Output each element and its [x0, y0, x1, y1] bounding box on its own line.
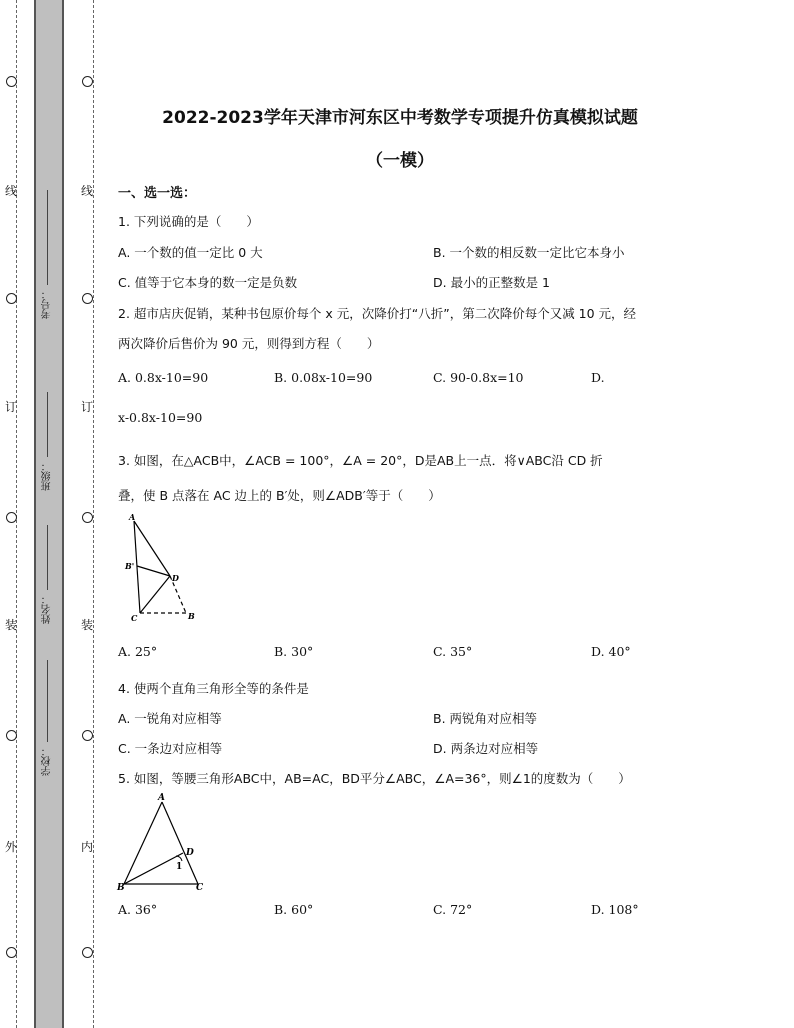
- fig-label-c: C: [131, 613, 138, 623]
- fig-label-d: D: [172, 573, 179, 583]
- binding-hole: [82, 947, 93, 958]
- q3-option-b[interactable]: B. 30°: [274, 644, 314, 659]
- q4-option-a[interactable]: A. 一锐角对应相等: [118, 711, 222, 726]
- fig-label-a: A: [158, 793, 165, 803]
- fig-label-angle-1: 1: [176, 862, 183, 872]
- q3-stem-line1: 3. 如图，在△ACB中，∠ACB = 100°，∠A = 20°，D是AB上一点．将∨ABC沿 CD 折: [118, 453, 603, 468]
- class-field[interactable]: [40, 392, 54, 491]
- q5-option-d[interactable]: D. 108°: [591, 902, 639, 917]
- binding-hole: [82, 512, 93, 523]
- fill-line: [47, 190, 48, 285]
- field-label: 学校：: [41, 746, 53, 776]
- inner-margin-char: 线: [81, 184, 94, 198]
- binding-hole: [82, 293, 93, 304]
- field-label: 考号：: [41, 289, 53, 319]
- q3-option-d[interactable]: D. 40°: [591, 644, 631, 659]
- q2-stem-line2: 两次降价后售价为 90 元，则得到方程（ ）: [118, 336, 380, 351]
- section-heading: 一、选一选：: [118, 186, 197, 201]
- q5-option-c[interactable]: C. 72°: [433, 902, 473, 917]
- q3-option-a[interactable]: A. 25°: [118, 644, 158, 659]
- q1-option-b[interactable]: B. 一个数的相反数一定比它本身小: [433, 245, 625, 260]
- exam-number-field[interactable]: [40, 190, 54, 319]
- field-label: 班级：: [41, 461, 53, 491]
- q1-stem: 1. 下列说确的是（ ）: [118, 214, 259, 229]
- q5-isosceles-figure: [116, 792, 212, 894]
- fig-label-d: D: [186, 848, 194, 858]
- binding-hole: [82, 76, 93, 87]
- q4-stem: 4. 使两个直角三角形全等的条件是: [118, 681, 309, 696]
- fill-line: [47, 392, 48, 457]
- q2-option-d[interactable]: D.: [591, 370, 605, 385]
- q1-option-a[interactable]: A. 一个数的值一定比 0 大: [118, 245, 263, 260]
- outer-margin-char: 外: [5, 840, 18, 854]
- q1-option-c[interactable]: C. 值等于它本身的数一定是负数: [118, 275, 298, 290]
- q3-stem-line2: 叠，使 B 点落在 AC 边上的 B′处，则∠ADB′等于（ ）: [118, 488, 441, 503]
- outer-margin-char: 装: [5, 618, 18, 632]
- q1-option-d[interactable]: D. 最小的正整数是 1: [433, 275, 550, 290]
- binding-hole: [6, 947, 17, 958]
- fig-label-b-prime: B': [125, 561, 135, 571]
- q5-option-a[interactable]: A. 36°: [118, 902, 158, 917]
- field-label: 姓名：: [41, 594, 53, 624]
- fill-line: [47, 660, 48, 742]
- q4-option-d[interactable]: D. 两条边对应相等: [433, 741, 539, 756]
- inner-margin-char: 内: [81, 840, 94, 854]
- fig-label-b: B: [188, 611, 195, 621]
- q3-option-c[interactable]: C. 35°: [433, 644, 473, 659]
- binding-hole: [82, 730, 93, 741]
- binding-hole: [6, 730, 17, 741]
- inner-margin-char: 装: [81, 618, 94, 632]
- q2-option-b[interactable]: B. 0.08x-10=90: [274, 370, 373, 385]
- fill-line: [47, 525, 48, 590]
- inner-cut-line: [93, 0, 94, 1028]
- q2-option-a[interactable]: A. 0.8x-10=90: [118, 370, 209, 385]
- fig-label-b: B: [117, 883, 125, 893]
- binding-hole: [6, 76, 17, 87]
- binding-hole: [6, 293, 17, 304]
- binding-strip: [34, 0, 64, 1028]
- q5-option-b[interactable]: B. 60°: [274, 902, 314, 917]
- q2-option-d-expression: x-0.8x-10=90: [118, 410, 203, 425]
- q3-triangle-figure: [118, 510, 208, 628]
- inner-margin-char: 订: [81, 400, 94, 414]
- fig-label-c: C: [196, 883, 204, 893]
- q4-option-c[interactable]: C. 一条边对应相等: [118, 741, 223, 756]
- fig-label-a: A: [129, 512, 136, 522]
- q5-stem: 5. 如图，等腰三角形ABC中，AB=AC，BD平分∠ABC，∠A=36°，则∠1的度数为（ ）: [118, 771, 631, 786]
- outer-margin-char: 线: [5, 184, 18, 198]
- q2-option-c[interactable]: C. 90-0.8x=10: [433, 370, 524, 385]
- school-field[interactable]: [40, 660, 54, 776]
- q2-stem-line1: 2. 超市店庆促销，某种书包原价每个 x 元，次降价打“八折”，第二次降价每个又减 10 元，经: [118, 306, 637, 321]
- exam-subtitle: （一模）: [366, 151, 434, 171]
- binding-hole: [6, 512, 17, 523]
- name-field[interactable]: [40, 525, 54, 624]
- outer-margin-char: 订: [5, 400, 18, 414]
- q4-option-b[interactable]: B. 两锐角对应相等: [433, 711, 538, 726]
- exam-title: 2022-2023学年天津市河东区中考数学专项提升仿真模拟试题: [162, 108, 638, 128]
